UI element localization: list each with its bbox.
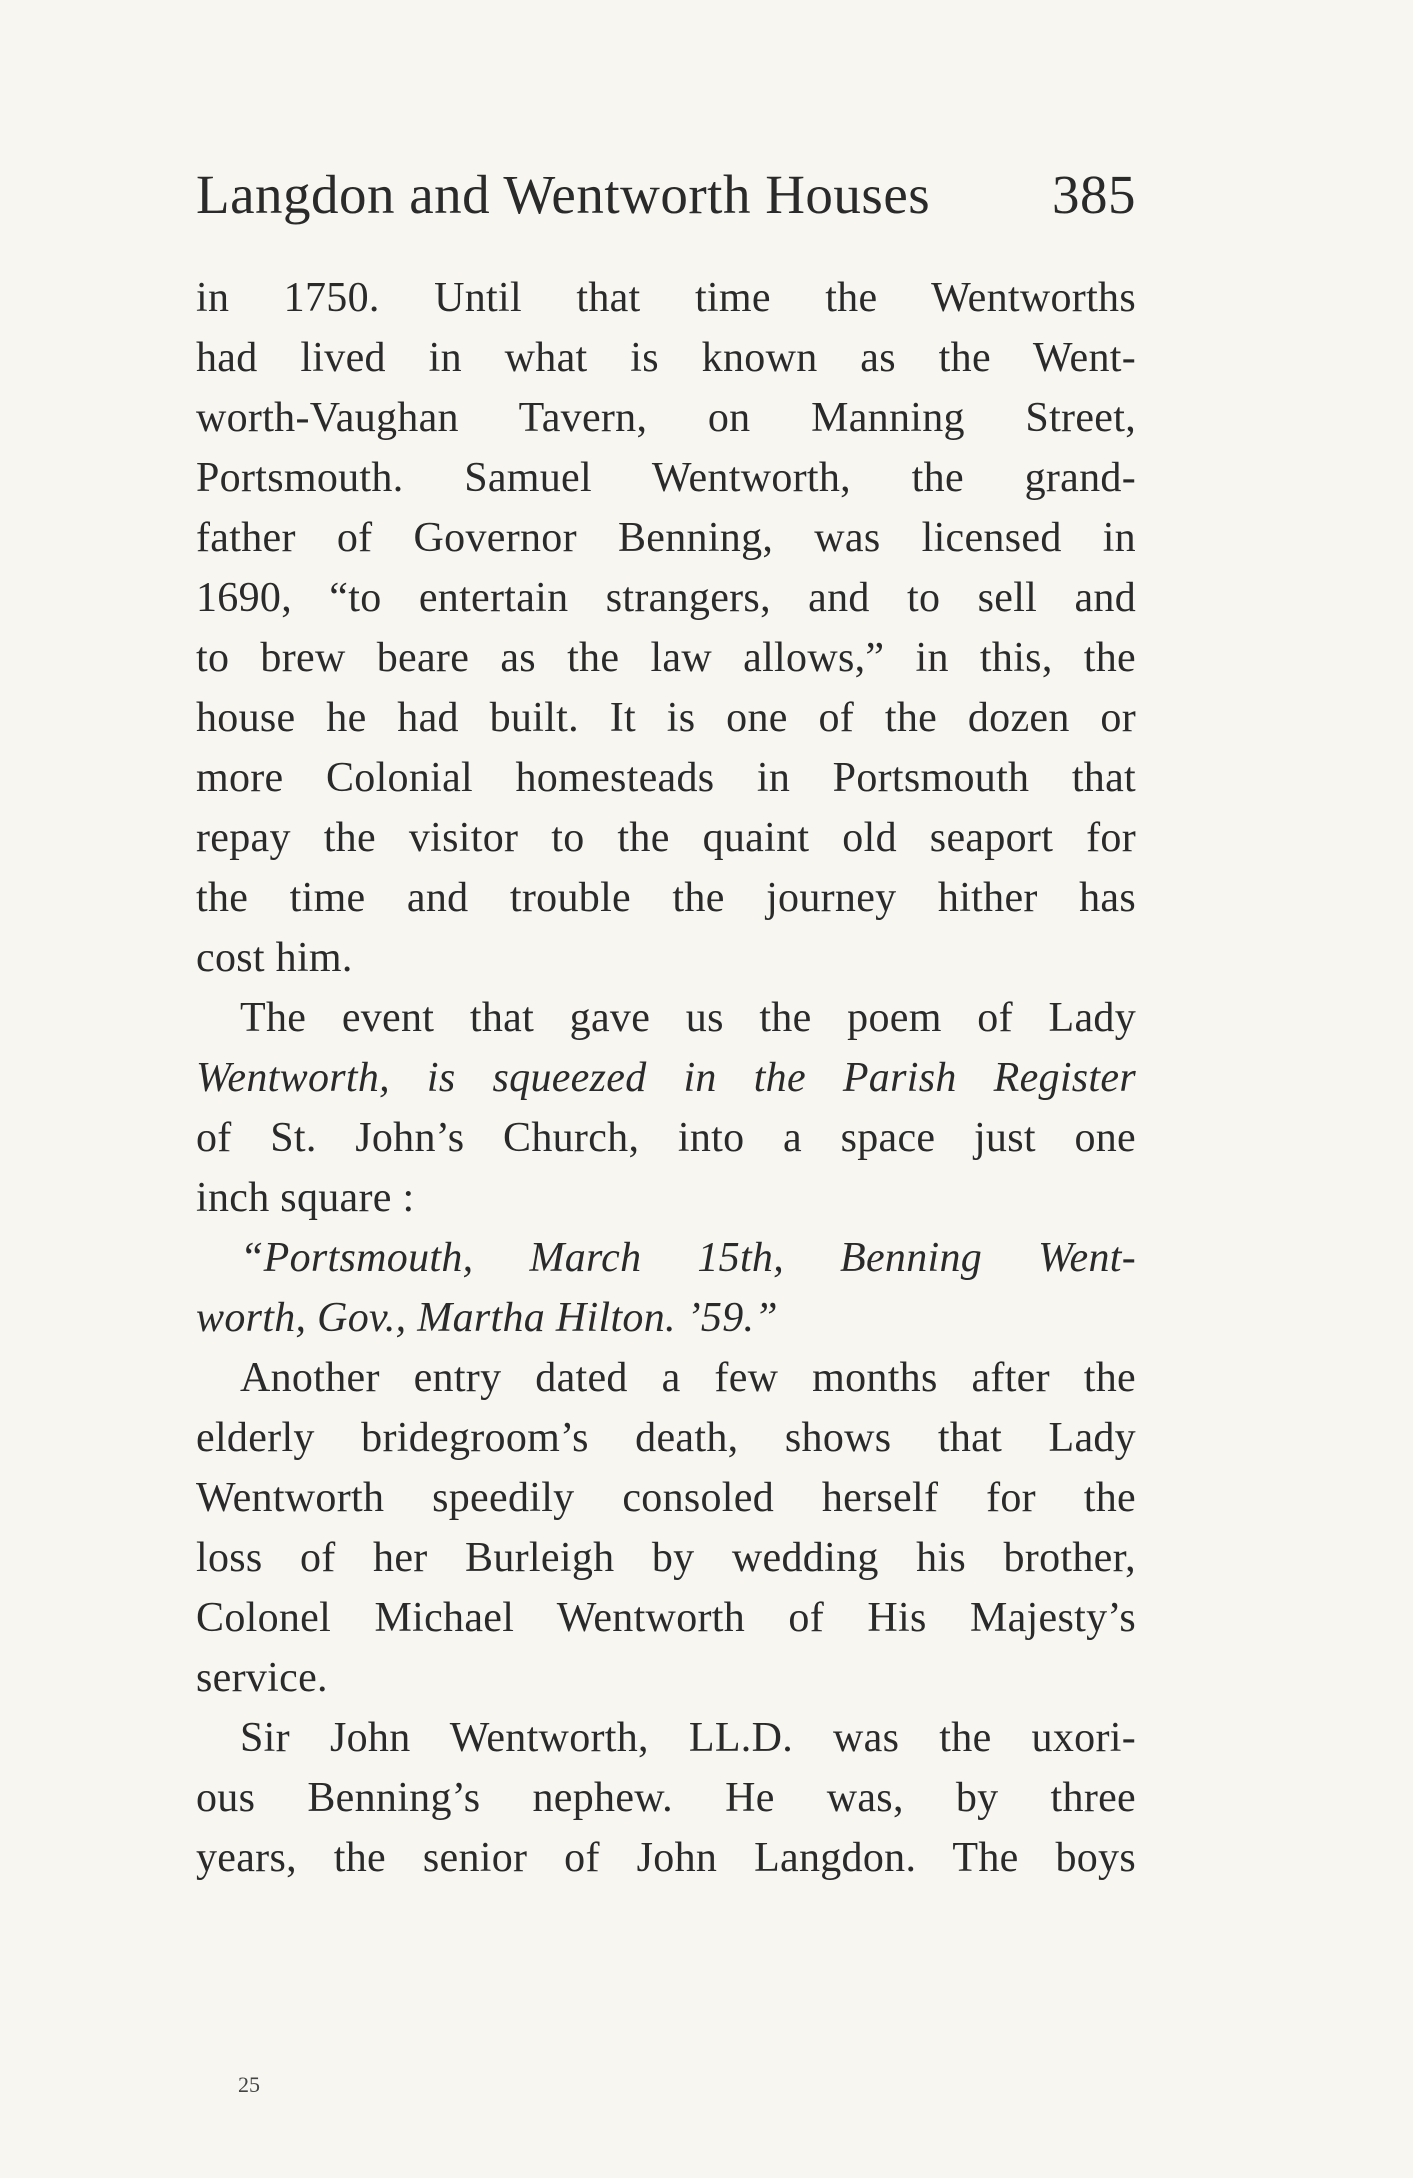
text-line: had lived in what is known as the Went- bbox=[196, 335, 1136, 381]
text-line: Wentworth, is squeezed in the Parish Register bbox=[196, 1055, 1136, 1101]
text-line: 1690, “to entertain strangers, and to sell and bbox=[196, 575, 1136, 621]
register-quote-line: worth, Gov., Martha Hilton. ’59.” bbox=[196, 1295, 778, 1341]
page-number: 385 bbox=[1052, 164, 1136, 225]
paragraph-start-line: The event that gave us the poem of Lady bbox=[240, 995, 1136, 1041]
text-line: inch square : bbox=[196, 1175, 415, 1221]
register-quote-line: “Portsmouth, March 15th, Benning Went- bbox=[240, 1235, 1136, 1281]
text-line: Wentworth speedily consoled herself for the bbox=[196, 1475, 1136, 1521]
text-line: ous Benning’s nephew. He was, by three bbox=[196, 1775, 1136, 1821]
text-line: repay the visitor to the quaint old seaport for bbox=[196, 815, 1136, 861]
text-line: service. bbox=[196, 1655, 328, 1701]
text-line: of St. John’s Church, into a space just one bbox=[196, 1115, 1136, 1161]
text-line: cost him. bbox=[196, 935, 353, 981]
text-line: Colonel Michael Wentworth of His Majesty’s bbox=[196, 1595, 1136, 1641]
running-title: Langdon and Wentworth Houses bbox=[196, 164, 931, 225]
text-line: more Colonial homesteads in Portsmouth that bbox=[196, 755, 1136, 801]
body-text bbox=[196, 268, 1136, 1888]
text-line: years, the senior of John Langdon. The boys bbox=[196, 1835, 1136, 1881]
text-line: the time and trouble the journey hither has bbox=[196, 875, 1136, 921]
text-line: worth-Vaughan Tavern, on Manning Street, bbox=[196, 395, 1136, 441]
text-line: to brew beare as the law allows,” in this, the bbox=[196, 635, 1136, 681]
text-line: Portsmouth. Samuel Wentworth, the grand- bbox=[196, 455, 1136, 501]
paragraph-start-line: Another entry dated a few months after the bbox=[240, 1355, 1136, 1401]
text-line: in 1750. Until that time the Wentworths bbox=[196, 275, 1136, 321]
text-line: father of Governor Benning, was licensed in bbox=[196, 515, 1136, 561]
text-line: house he had built. It is one of the dozen or bbox=[196, 695, 1136, 741]
text-line: loss of her Burleigh by wedding his brother, bbox=[196, 1535, 1136, 1581]
paragraph-start-line: Sir John Wentworth, LL.D. was the uxori- bbox=[240, 1715, 1136, 1761]
text-line: elderly bridegroom’s death, shows that Lady bbox=[196, 1415, 1136, 1461]
signature-mark: 25 bbox=[238, 2072, 260, 2097]
